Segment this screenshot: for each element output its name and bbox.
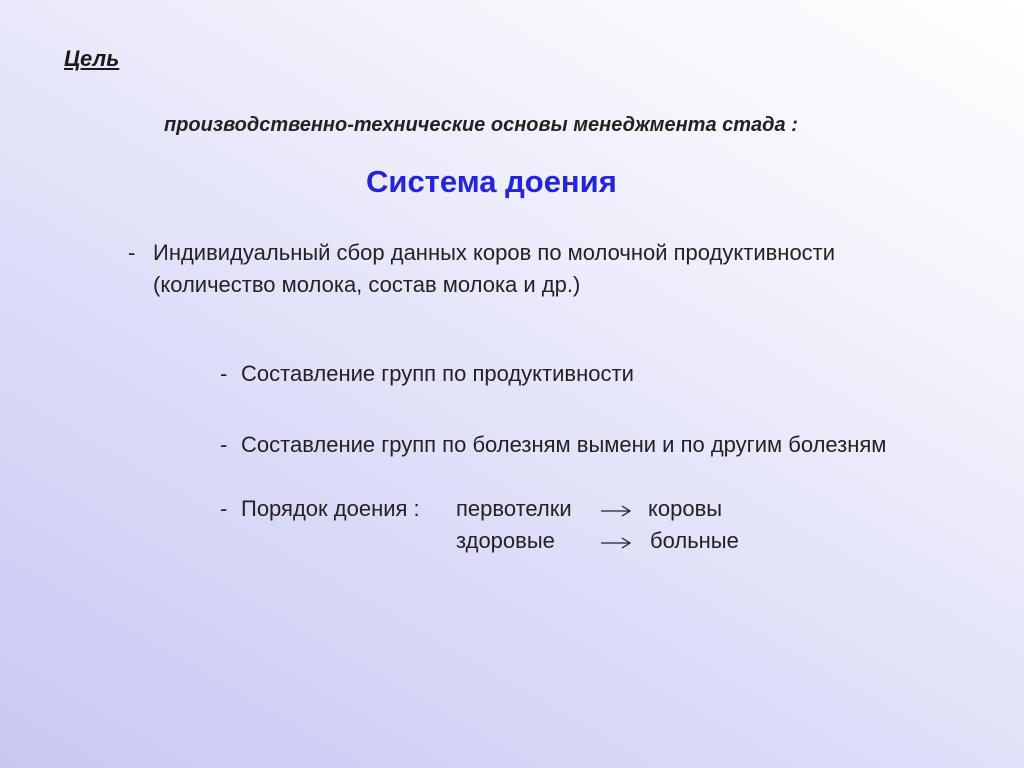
bullet-productivity-groups [220, 358, 634, 390]
order-to-sick: больные [650, 528, 739, 553]
bullet-dash: - [220, 496, 228, 521]
bullet-individual-data [128, 237, 835, 301]
order-from-healthy: здоровые [456, 528, 555, 553]
order-to-cows: коровы [648, 496, 723, 521]
milking-order-prefix: Порядок доения : [241, 496, 420, 521]
bullet-dash: - [128, 240, 136, 265]
bullet-line: (количество молока, состав молока и др.) [153, 272, 581, 297]
order-from-first-calvers: первотелки [456, 496, 572, 521]
subtitle: производственно-технические основы менеджмента стада : [164, 114, 798, 136]
goal-label: Цель [64, 46, 120, 71]
bullet-line: Индивидуальный сбор данных коров по молочной продуктивности [153, 240, 836, 265]
main-title: Система доения [366, 164, 617, 199]
arrow-right-icon [600, 535, 632, 549]
bullet-disease-groups [220, 429, 886, 461]
arrow-right-icon [600, 503, 632, 517]
bullet-dash: - [220, 361, 228, 386]
bullet-line: Составление групп по болезням вымени и по другим болезням [241, 432, 887, 457]
bullet-dash: - [220, 432, 228, 457]
bullet-line: Составление групп по продуктивности [241, 361, 634, 386]
